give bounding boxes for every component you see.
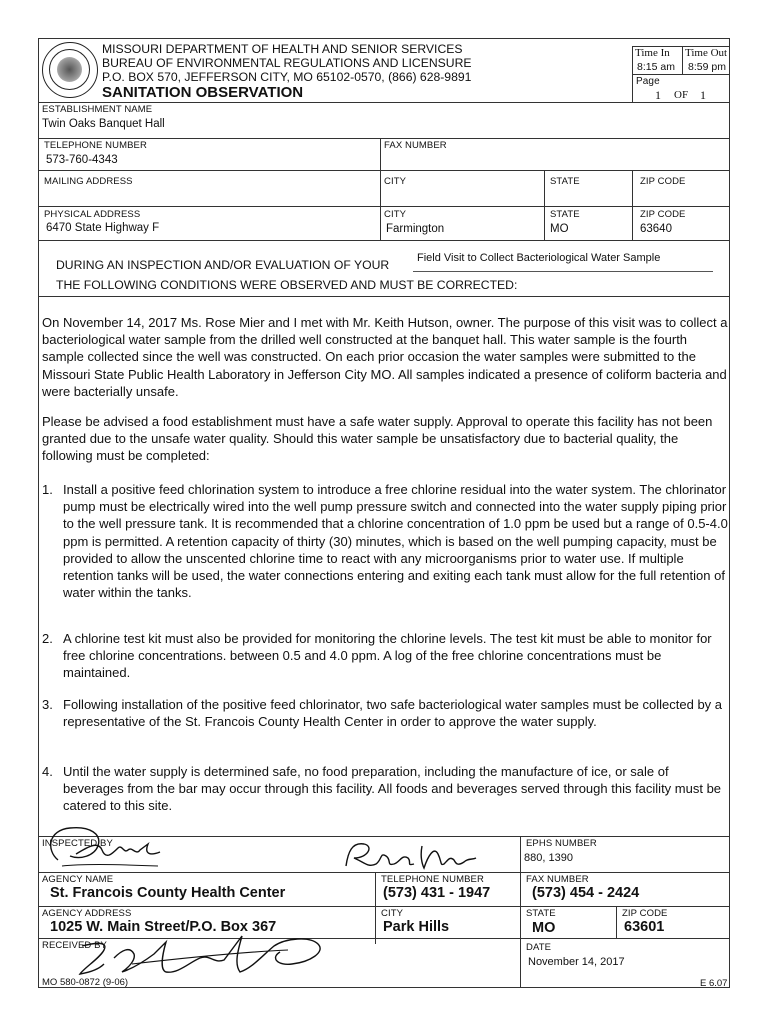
agency-telephone-value: (573) 431 - 1947 (383, 885, 491, 901)
time-in-label: Time In (635, 47, 670, 59)
visit-type-value: Field Visit to Collect Bacteriological Water Sample (417, 252, 661, 264)
telephone-label: TELEPHONE NUMBER (44, 140, 147, 151)
agency-state-value: MO (532, 920, 556, 936)
list-item-text: Following installation of the positive feed chlorinator, two safe bacteriological water samples must be collected by a representative of the St. Francois County Health Center in order to approve the water supply. (63, 697, 723, 730)
list-item-number: 1. (42, 482, 53, 497)
inspection-intro-text: DURING AN INSPECTION AND/OR EVALUATION OF YOUR (56, 258, 390, 272)
agency-header-line1: MISSOURI DEPARTMENT OF HEALTH AND SENIOR SERVICES (102, 42, 463, 56)
received-by-label: RECEIVED BY (42, 940, 107, 951)
physical-zip-label: ZIP CODE (640, 209, 686, 220)
mailing-city-label: CITY (384, 176, 407, 187)
fax-label: FAX NUMBER (384, 140, 447, 151)
agency-header-line2: BUREAU OF ENVIRONMENTAL REGULATIONS AND LICENSURE (102, 56, 472, 70)
physical-address-label: PHYSICAL ADDRESS (44, 209, 141, 220)
form-title: SANITATION OBSERVATION (102, 84, 304, 101)
list-item-number: 2. (42, 631, 53, 646)
agency-name-label: AGENCY NAME (42, 874, 114, 885)
physical-zip-value: 63640 (640, 223, 672, 235)
page-of-label: OF (674, 89, 689, 101)
list-item-text: Install a positive feed chlorination system to introduce a free chlorine residual into the water system. The chlorinator pump must be electrically wired into the well pump pressure switch and connected into the water supply piping prior to the well pressure tank. It is recommended that a chlorine concentration of 1.0 ppm be used but a range of 0.5-4.0 ppm is permitted. A retention capacity of thirty (30) minutes, which is based on the well pumping capacity, must be provided to allow the unscented chlorine time to react with any microorganisms prior to water use. If multiple retention tanks will be used, the water connections entering and exiting each tank must allow for the full retention of water within the tanks. (63, 482, 728, 601)
agency-address-label: AGENCY ADDRESS (42, 908, 132, 919)
establishment-name-value: Twin Oaks Banquet Hall (42, 118, 165, 130)
time-in-value: 8:15 am (637, 61, 675, 73)
list-item-text: Until the water supply is determined safe, no food preparation, including the manufacture of ice, or sale of beverages from the bar may occur through this facility. All foods and beverages served through this facility must be catered to this site. (63, 764, 722, 814)
form-version: E 6.07 (700, 978, 728, 989)
physical-state-value: MO (550, 223, 569, 235)
agency-zip-label: ZIP CODE (622, 908, 668, 919)
time-out-value: 8:59 pm (688, 61, 726, 73)
mailing-state-label: STATE (550, 176, 580, 187)
date-label: DATE (526, 942, 552, 953)
list-item-number: 3. (42, 697, 53, 712)
agency-state-label: STATE (526, 908, 556, 919)
list-item-text: A chlorine test kit must also be provided for monitoring the chlorine levels. The test kit must be able to monitor for free chlorine concentrations. between 0.5 and 4.0 ppm. A log of the free chlorine concentrations must be maintained. (63, 631, 712, 681)
agency-zip-value: 63601 (624, 919, 665, 935)
establishment-name-label: ESTABLISHMENT NAME (42, 104, 153, 115)
agency-address-value: 1025 W. Main Street/P.O. Box 367 (50, 919, 277, 935)
mailing-zip-label: ZIP CODE (640, 176, 686, 187)
inspector-signature-icon (40, 820, 170, 876)
observation-paragraph-1: On November 14, 2017 Ms. Rose Mier and I met with Mr. Keith Hutson, owner. The purpose of this visit was to collect a bacteriological water sample from the drilled well constructed at the banquet hall. This water sample is the fourth sample collected since the well was constructed. On each prior occasion the water samples were submitted to the Missouri State Public Health Laboratory in Jefferson City MO. All samples indicated a presence of coliform bacteria and were bacterially unsafe. (42, 315, 728, 399)
page-label: Page (636, 76, 660, 87)
agency-city-label: CITY (381, 908, 404, 919)
date-value: November 14, 2017 (528, 956, 625, 968)
missouri-state-seal-icon (42, 42, 98, 98)
ephs-number-value: 880, 1390 (524, 852, 573, 864)
page-number: 1 (655, 88, 661, 102)
agency-city-value: Park Hills (383, 919, 450, 935)
physical-city-value: Farmington (386, 223, 445, 235)
page-total: 1 (700, 88, 706, 102)
form-number: MO 580-0872 (9-06) (42, 977, 129, 988)
conditions-heading: THE FOLLOWING CONDITIONS WERE OBSERVED AND MUST BE CORRECTED: (56, 278, 518, 292)
agency-fax-value: (573) 454 - 2424 (532, 885, 640, 901)
agency-telephone-label: TELEPHONE NUMBER (381, 874, 484, 885)
physical-city-label: CITY (384, 209, 407, 220)
telephone-value: 573-760-4343 (46, 154, 118, 166)
agency-header-line3: P.O. BOX 570, JEFFERSON CITY, MO 65102-0570, (866) 628-9891 (102, 70, 472, 84)
time-out-label: Time Out (685, 47, 728, 59)
physical-state-label: STATE (550, 209, 580, 220)
ephs-number-label: EPHS NUMBER (526, 838, 597, 849)
physical-address-value: 6470 State Highway F (46, 222, 160, 234)
list-item-number: 4. (42, 764, 53, 779)
inspected-by-label: INSPECTED BY (42, 838, 113, 849)
agency-name-value: St. Francois County Health Center (50, 885, 286, 901)
mailing-address-label: MAILING ADDRESS (44, 176, 133, 187)
observation-paragraph-2: Please be advised a food establishment must have a safe water supply. Approval to operate this facility has not been granted due to the unsafe water quality. Should this water sample be unsatisfactory due to bacterial quality, the following must be completed: (42, 414, 713, 464)
agency-fax-label: FAX NUMBER (526, 874, 589, 885)
